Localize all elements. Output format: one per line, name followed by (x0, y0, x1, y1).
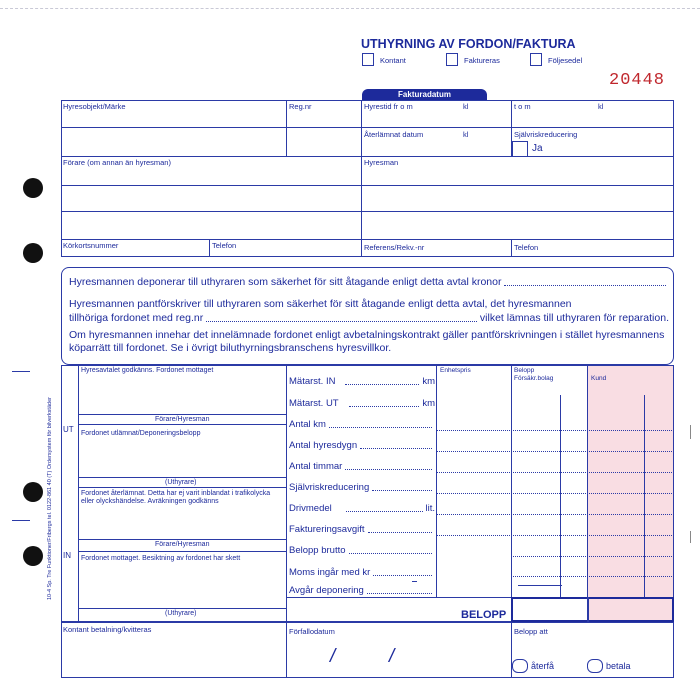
in-label: IN (63, 551, 71, 560)
antal-timmar-label: Antal timmar (289, 461, 343, 472)
forare-hyresman-label: Förare/Hyresman (155, 541, 210, 548)
km-label: km (422, 376, 435, 387)
fakturadatum-label: Fakturadatum (398, 90, 451, 99)
aterlamnat-label: Återlämnat datum (364, 130, 424, 139)
avgar-row (289, 585, 435, 597)
sjalvrisk-label: Självriskreducering (289, 482, 370, 493)
belopp-total-label: BELOPP (461, 609, 507, 621)
hyresavtalet-label: Hyresavtalet godkänns. Fordonet mottaget (81, 367, 214, 374)
antal-km-row (289, 419, 435, 431)
ut-label: UT (63, 425, 74, 434)
checkbox-label-kontant: Kontant (380, 56, 406, 65)
fordonet-mottaget-label: Fordonet mottaget. Besiktning av fordonet har skett (81, 555, 241, 562)
kund-header: Kund (591, 375, 607, 382)
punch-hole (23, 178, 43, 198)
antal-km-label: Antal km (289, 419, 326, 430)
matarst-ut-row (289, 398, 435, 410)
aterfa-label: återfå (531, 661, 555, 671)
matarst-in-row (289, 376, 435, 388)
subtotal-line (518, 585, 562, 586)
antal-hyresdygn-label: Antal hyresdygn (289, 440, 358, 451)
regnr-label: Reg.nr (289, 102, 312, 111)
belopp-header: Belopp (514, 367, 535, 374)
forsakr-header: Försäkr.bolag (514, 375, 554, 382)
checkbox-label-faktureras: Faktureras (464, 56, 500, 65)
top-perforation (0, 8, 700, 9)
hyresobjekt-label: Hyresobjekt/Märke (63, 102, 126, 111)
terms-paragraph-3: Om hyresmannen innehar det innelämnade fordonet enligt avbetalningskontrakt gäller pantförskrivningen i stället hyresmannens köparrätt till fordonet. Se i övrigt biluthyrningsbranschens hyresvillkor. (69, 329, 665, 354)
checkbox-betala[interactable] (587, 659, 603, 673)
edge-mark (690, 425, 691, 439)
kl-label: kl (463, 102, 469, 111)
km-label: km (422, 398, 435, 409)
kl-label: kl (463, 130, 469, 139)
drivmedel-label: Drivmedel (289, 503, 332, 514)
kontant-label: Kontant betalning/kvitteras (63, 625, 152, 634)
enhetspris-header: Enhetspris (440, 367, 471, 374)
matarst-ut-label: Mätarst. UT (289, 398, 339, 409)
terms-text: vilket lämnas till uthyraren för reparation. (479, 312, 669, 324)
tom-label: t o m (514, 102, 531, 111)
punch-hole (23, 243, 43, 263)
uthyrare-label: (Uthyrare) (165, 610, 197, 617)
punch-hole (23, 546, 43, 566)
avgar-label: Avgår deponering (289, 585, 364, 596)
form-number: 20448 (609, 71, 666, 90)
terms-text: tillhöriga fordonet med reg.nr (69, 312, 204, 324)
forfallodatum-label: Förfallodatum (289, 627, 335, 636)
belopp-brutto-label: Belopp brutto (289, 545, 346, 556)
korkort-label: Körkortsnummer (63, 241, 119, 250)
forare-hyresman-label: Förare/Hyresman (155, 416, 210, 423)
checkbox-faktureras[interactable] (446, 53, 458, 66)
terms-paragraph-2b (69, 312, 669, 325)
telefon-label: Telefon (514, 243, 539, 252)
belopp-att-label: Belopp att (514, 627, 548, 636)
checkbox-kontant[interactable] (362, 53, 374, 66)
telefon-label: Telefon (212, 241, 237, 250)
terms-text: Hyresmannen deponerar till uthyraren som säkerhet för sitt åtagande enligt detta avtal kronor (69, 276, 502, 288)
punch-hole (23, 482, 43, 502)
edge-mark (690, 531, 691, 543)
checkbox-ja[interactable] (512, 141, 528, 157)
faktureringsavgift-label: Faktureringsavgift (289, 524, 365, 535)
checkbox-aterfa[interactable] (512, 659, 528, 673)
avgar-dash (412, 581, 417, 582)
margin-mark (12, 371, 30, 372)
drivmedel-row (289, 503, 435, 515)
hyrestid-label: Hyrestid fr o m (364, 102, 413, 111)
belopp-total-field[interactable] (511, 597, 674, 622)
antal-hyresdygn-row (289, 440, 435, 452)
forare-label: Förare (om annan än hyresman) (63, 158, 171, 167)
terms-paragraph-2a: Hyresmannen pantförskriver till uthyraren som säkerhet för sitt åtagande enligt detta avtal, det hyresmannen (69, 298, 572, 310)
antal-timmar-row (289, 461, 435, 473)
date-slash: / (330, 646, 336, 667)
ja-label: Ja (532, 143, 543, 154)
printer-info: 10-4 Sp. Tre Funktioner/Fribergs tel. 0122-861 40 (T) Ordersystem för bilverkstäder (47, 397, 53, 600)
sjalvrisk-label: Självriskreducering (514, 130, 578, 139)
uthyrare-label: (Uthyrare) (165, 479, 197, 486)
moms-label: Moms ingår med kr (289, 567, 371, 578)
matarst-in-label: Mätarst. IN (289, 376, 336, 387)
form-title: UTHYRNING AV FORDON/FAKTURA (361, 37, 576, 51)
fordonet-utlamnat-label: Fordonet utlämnat/Deponeringsbelopp (81, 430, 201, 437)
sjalvrisk-row (289, 482, 435, 494)
betala-label: betala (606, 661, 631, 671)
faktureringsavgift-row (289, 524, 435, 536)
kl-label: kl (598, 102, 604, 111)
moms-row (289, 567, 435, 579)
margin-mark (12, 520, 30, 521)
referens-label: Referens/Rekv.-nr (364, 243, 425, 252)
checkbox-label-foljesedel: Följesedel (548, 56, 583, 65)
terms-paragraph-1 (69, 276, 669, 289)
date-slash: / (389, 646, 395, 667)
fordonet-aterlamnat-label: Fordonet återlämnat. Detta har ej varit inblandat i trafikolycka eller olyckshändelse. Avräkningen godkänns (81, 490, 271, 505)
kund-column (587, 366, 673, 623)
lit-label: lit. (425, 503, 435, 514)
belopp-brutto-row (289, 545, 435, 557)
hyresman-label: Hyresman (364, 158, 399, 167)
top-fields-box (61, 100, 674, 257)
checkbox-foljesedel[interactable] (530, 53, 542, 66)
